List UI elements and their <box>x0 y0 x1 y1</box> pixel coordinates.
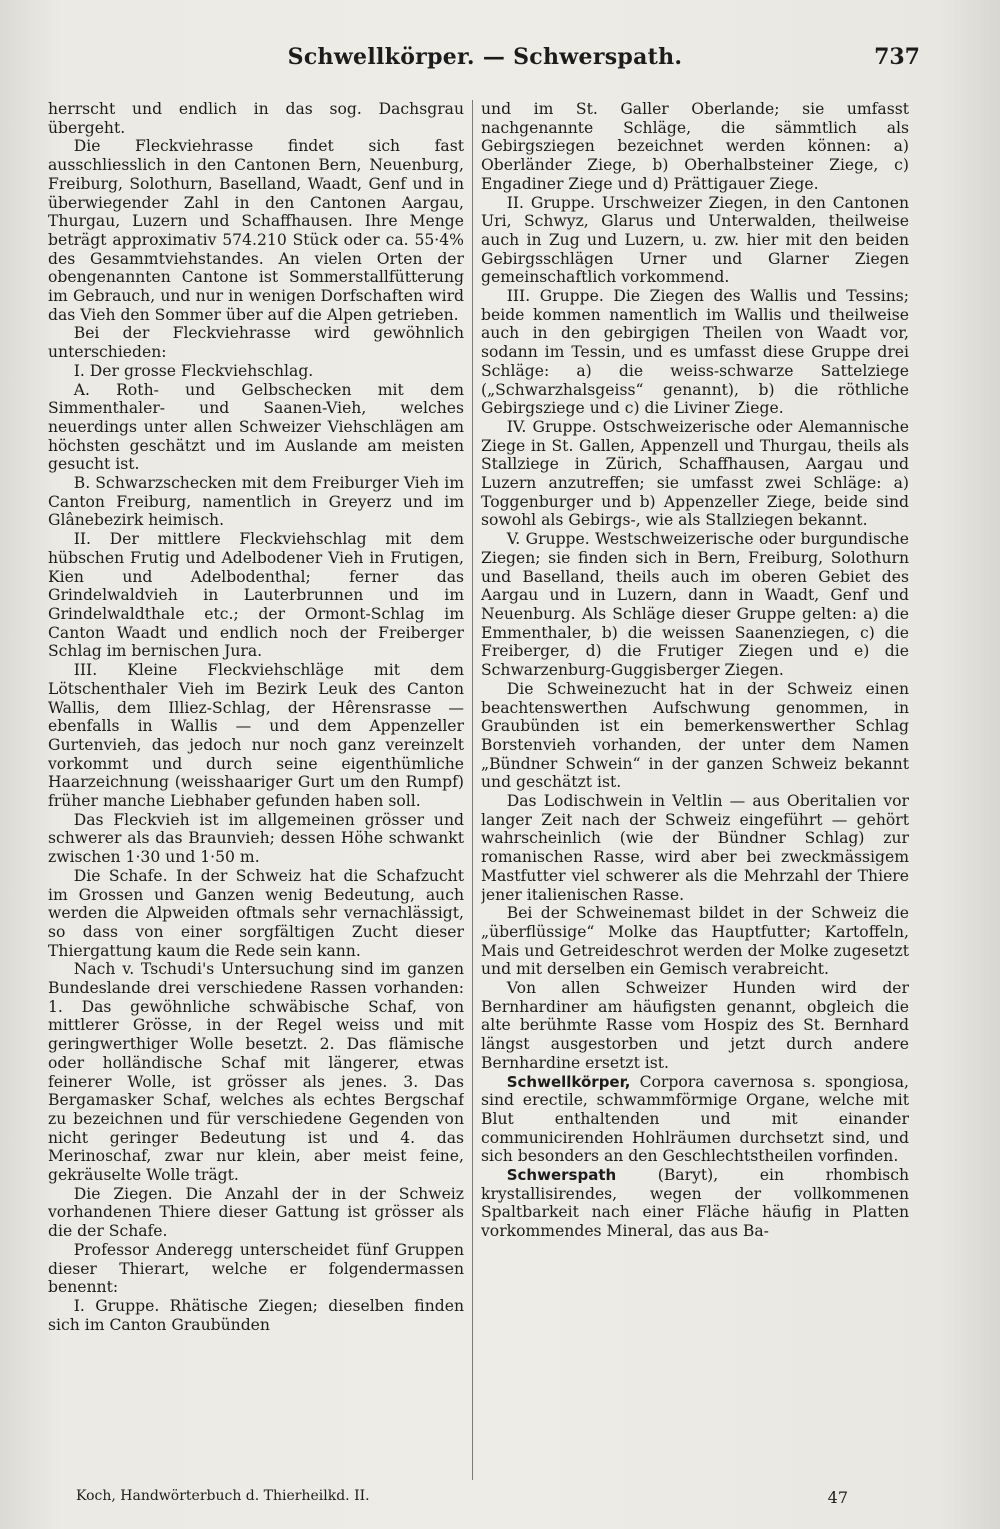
sheet-number: 47 <box>827 1488 848 1507</box>
left-column <box>48 100 464 1480</box>
paragraph: Professor Anderegg unterscheidet fünf Gruppen dieser Thierart, welche er folgendermassen benennt: <box>48 1240 464 1297</box>
paragraph: I. Der grosse Fleckviehschlag. <box>73 361 314 380</box>
page-number: 737 <box>874 44 920 70</box>
entry-headword: Schwellkörper, <box>506 1072 631 1091</box>
page-footer <box>48 1488 908 1514</box>
paragraph: Von allen Schweizer Hunden wird der Bernhardiner am häufigsten genannt, obgleich die alte berühmte Rasse vom Hospiz des St. Bernhard längst ausgestorben und jetzt durch andere Bernhardine ersetzt ist. <box>481 979 909 1072</box>
paragraph: Die Schafe. In der Schweiz hat die Schafzucht im Grossen und Ganzen wenig Bedeutung, auch werden die Alpweiden oftmals sehr vernachlässigt, so dass von einer sorgfältigen Zucht dieser Thiergattung kaum die Rede sein kann. <box>48 866 464 960</box>
column-divider <box>472 100 473 1480</box>
paragraph: I. Gruppe. Rhätische Ziegen; dieselben finden sich im Canton Graubünden <box>48 1297 464 1334</box>
running-title: Schwellkörper. — Schwerspath. <box>287 44 683 70</box>
paragraph: herrscht und endlich in das sog. Dachsgrau übergeht. <box>48 100 464 137</box>
entry-schwellkoerper <box>481 1073 909 1167</box>
paragraph: V. Gruppe. Westschweizerische oder burgundische Ziegen; sie finden sich in Bern, Freiburg, Solothurn und Baselland, theils auch im oberen Gebiet des Aargau und in Luzern, dann in Waadt, Genf und Neuenburg. Als Schläge dieser Gruppe gelten: a) die Emmenthaler, b) die weissen Saanenziegen, c) die Freiberger, d) die Frutiger Ziegen und e) die Schwarzenburg-Guggisberger Ziegen. <box>481 530 909 680</box>
paragraph: Die Fleckviehrasse findet sich fast ausschliesslich in den Cantonen Bern, Neuenburg, Freiburg, Solothurn, Baselland, Waadt, Genf und in überwiegender Zahl in den Cantonen Aargau, Thurgau, Luzern und Schaffhausen. Ihre Menge beträgt approximativ 574.210 Stück oder ca. 55·4% des Gesammtviehstandes. An vielen Orten der obengenannten Cantone ist Sommerstallfütterung im Gebrauch, und nur in wenigen Dorfschaften wird das Vieh den Sommer über auf die Alpen getrieben. <box>48 137 464 324</box>
paragraph: B. Schwarzschecken mit dem Freiburger Vieh im Canton Freiburg, namentlich in Greyerz und im Glânebezirk heimisch. <box>48 474 464 530</box>
signature-line: Koch, Handwörterbuch d. Thierheilkd. II. <box>76 1488 370 1504</box>
paragraph: Das Fleckvieh ist im allgemeinen grösser und schwerer als das Braunvieh; dessen Höhe schwankt zwischen 1·30 und 1·50 m. <box>48 810 464 867</box>
paragraph: Bei der Schweinemast bildet in der Schweiz die „überflüssige“ Molke das Hauptfutter; Kartoffeln, Mais und Getreideschrot werden der Molke zugesetzt und mit derselben ein Gemisch verabreicht. <box>481 904 909 979</box>
page-header <box>50 44 920 80</box>
paragraph: II. Der mittlere Fleckviehschlag mit dem hübschen Frutig und Adelbodener Vieh in Frutigen, Kien und Adelbodenthal; ferner das Grindelwaldvieh in Lauterbrunnen und im Grindelwaldthale etc.; der Ormont-Schlag im Canton Waadt und endlich noch der Freiberger Schlag im bernischen Jura. <box>48 530 464 661</box>
paragraph: II. Gruppe. Urschweizer Ziegen, in den Cantonen Uri, Schwyz, Glarus und Unterwalden, theilweise auch in Zug und Luzern, u. zw. hier mit den beiden Gebirgsschlägen Urner und Glarner Ziegen gemeinschaftlich vorkommend. <box>481 193 909 287</box>
paragraph: III. Kleine Fleckviehschläge mit dem Lötschenthaler Vieh im Bezirk Leuk des Canton Wallis, dem Illiez-Schlag, der Hêrensrasse — ebenfalls in Wallis — und dem Appenzeller Gurtenvieh, das jedoch nur noch ganz vereinzelt vorkommt und durch seine eigenthümliche Haarzeichnung (weisshaariger Gurt um den Rumpf) früher manche Liebhaber gefunden haben soll. <box>48 661 464 811</box>
paragraph: Das Lodischwein in Veltlin — aus Oberitalien vor langer Zeit nach der Schweiz eingeführt — gehört wahrscheinlich (wie der Bündner Schlag) zur romanischen Rasse, wird aber bei zweckmässigem Mastfutter viel schwerer als die Mehrzahl der Thiere jener italienischen Rasse. <box>481 792 909 904</box>
entry-schwerspath <box>481 1166 909 1241</box>
paragraph: und im St. Galler Oberlande; sie umfasst nachgenannte Schläge, die sämmtlich als Gebirgsziegen bezeichnet werden können: a) Oberländer Ziege, b) Oberhalbsteiner Ziege, c) Engadiner Ziege und d) Prättigauer Ziege. <box>481 100 909 193</box>
paragraph: Nach v. Tschudi's Untersuchung sind im ganzen Bundeslande drei verschiedene Rassen vorhanden: 1. Das gewöhnliche schwäbische Schaf, von mittlerer Grösse, in der Regel weiss und mit geringwerthiger Wolle besetzt. 2. Das flämische oder holländische Schaf mit längerer, etwas feinerer Wolle, ist grösser als jenes. 3. Das Bergamasker Schaf, welches als echtes Bergschaf zu bezeichnen und für verschiedene Gegenden von nicht geringer Bedeutung ist und 4. das Merinoschaf, zwar nur klein, aber meist feine, gekräuselte Wolle trägt. <box>48 960 464 1185</box>
paragraph: A. Roth- und Gelbschecken mit dem Simmenthaler- und Saanen-Vieh, welches neuerdings unter allen Schweizer Viehschlägen am höchsten geschätzt und im Auslande am meisten gesucht ist. <box>48 380 464 474</box>
entry-headword: Schwerspath <box>506 1166 617 1185</box>
paragraph: Die Schweinezucht hat in der Schweiz einen beachtenswerthen Aufschwung genommen, in Graubünden ist ein bemerkenswerther Schlag Borstenvieh vorhanden, der unter dem Namen „Bündner Schwein“ in der ganzen Schweiz bekannt und geschätzt ist. <box>481 679 909 792</box>
entry-text: (Baryt), ein rhombisch krystallisirendes, wegen der vollkommenen Spaltbarkeit nach einer Fläche häufig in Platten vorkommendes Mineral, das aus Ba- <box>481 1166 909 1241</box>
paragraph: Die Ziegen. Die Anzahl der in der Schweiz vorhandenen Thiere dieser Gattung ist grösser als die der Schafe. <box>48 1184 464 1241</box>
paragraph: Bei der Fleckviehrasse wird gewöhnlich unterschieden: <box>48 324 464 362</box>
entry-text: Corpora cavernosa s. spongiosa, sind erectile, schwammförmige Organe, welche mit Blut enthaltenden und mit einander communicirenden Hohlräumen durchsetzt sind, und sich besonders an den Geschlechtstheilen vorfinden. <box>481 1072 909 1166</box>
paragraph: III. Gruppe. Die Ziegen des Wallis und Tessins; beide kommen namentlich im Wallis und theilweise auch in den gebirgigen Theilen von Waadt vor, sodann im Tessin, und es umfasst diese Gruppe drei Schläge: a) die weiss-schwarze Sattelziege („Schwarzhalsgeiss“ genannt), b) die röthliche Gebirgsziege und c) die Liviner Ziege. <box>481 287 909 418</box>
paragraph: IV. Gruppe. Ostschweizerische oder Alemannische Ziege in St. Gallen, Appenzell und Thurgau, theils als Stallziege in Zürich, Schaffhausen, Aargau und Luzern anzutreffen; sie umfasst zwei Schläge: a) Toggenburger und b) Appenzeller Ziege, beide sind sowohl als Gebirgs-, wie als Stallziegen bekannt. <box>481 417 909 530</box>
right-column <box>481 100 909 1480</box>
